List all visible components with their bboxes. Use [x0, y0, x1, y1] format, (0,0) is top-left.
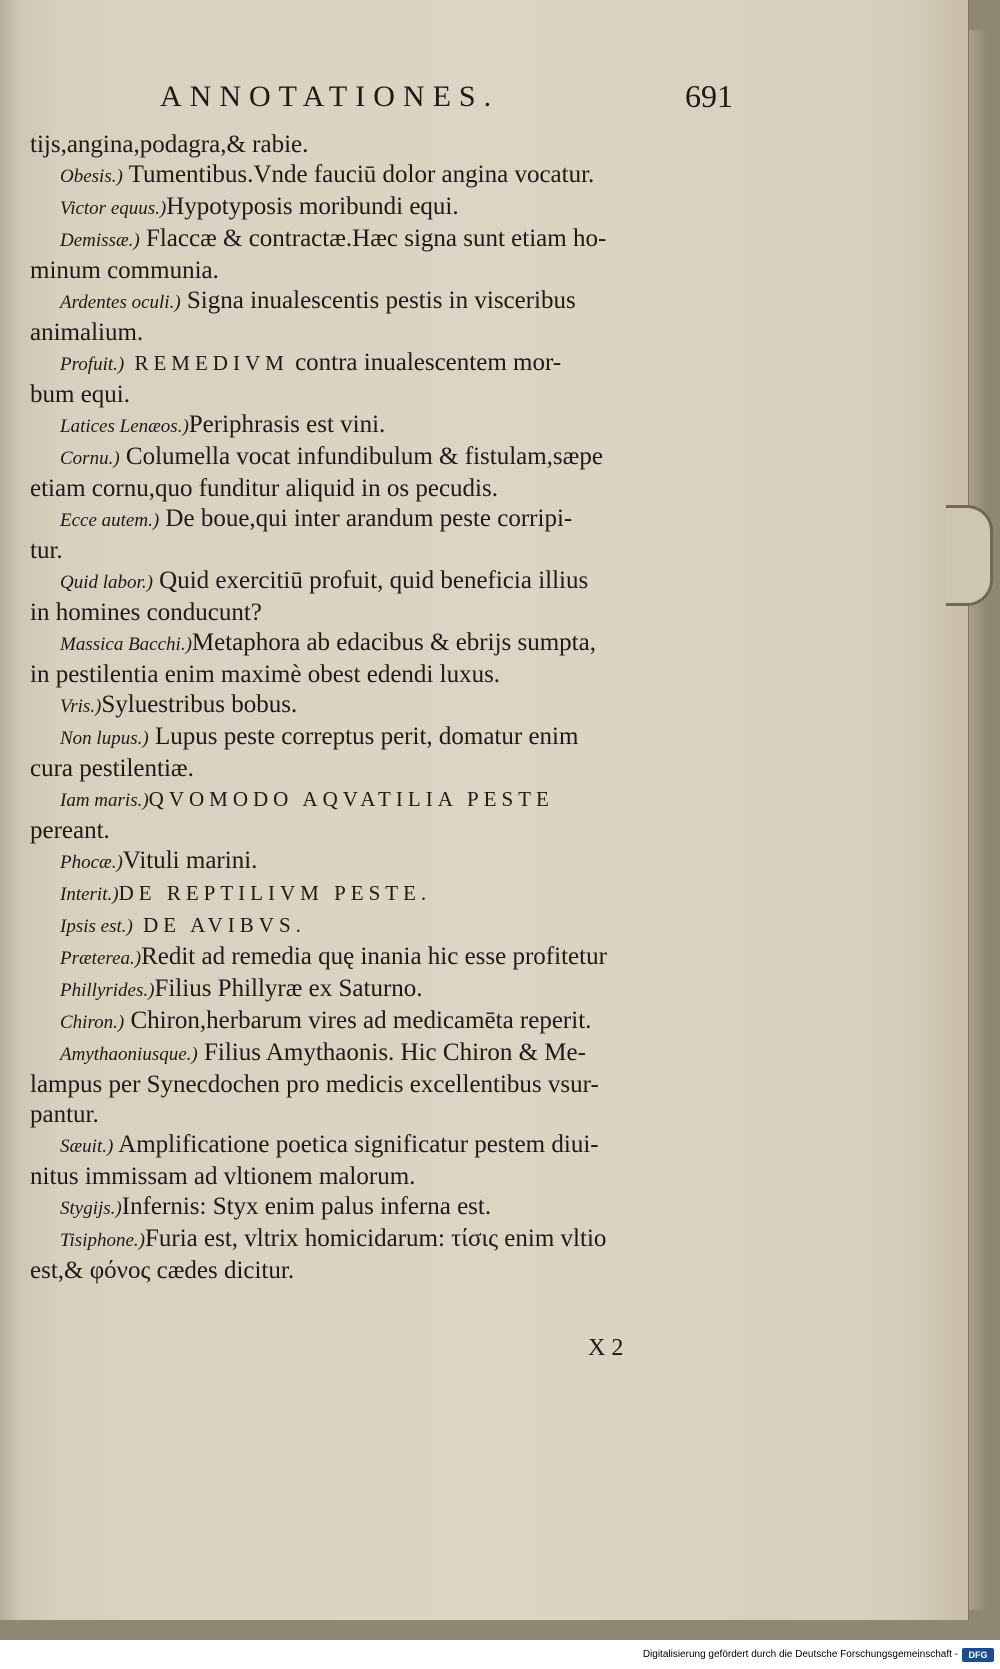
line-text: pantur. [30, 1101, 99, 1128]
text-line [30, 410, 775, 442]
text-line [30, 1070, 775, 1100]
text-line [30, 1162, 775, 1192]
line-text: Chiron,herbarum vires ad medicamēta reperit. [124, 1007, 592, 1034]
lemma: Demissæ.) [60, 230, 140, 251]
line-text: bum equi. [30, 381, 130, 408]
text-line [30, 1100, 775, 1130]
signature-mark: X 2 [588, 1335, 624, 1361]
text-line [30, 1130, 775, 1162]
text-line [30, 348, 775, 380]
line-text: in pestilentia enim maximè obest edendi luxus. [30, 661, 501, 688]
line-text: Filius Amythaonis. Hic Chiron & Me- [197, 1039, 586, 1066]
text-line [30, 1006, 775, 1038]
running-head: ANNOTATIONES. [160, 80, 500, 113]
line-text: in homines conducunt? [30, 599, 262, 626]
line-text: minum communia. [30, 257, 219, 284]
text-line [30, 318, 775, 348]
section-caps: DE REPTILIVM PESTE. [118, 881, 432, 905]
lemma: Vris.) [60, 696, 102, 717]
text-line [30, 846, 775, 878]
lemma: Interit.) [60, 884, 119, 905]
line-text: Amplificatione poetica significatur pestem diui- [113, 1131, 599, 1158]
page-clasp [946, 505, 993, 606]
annotation-lines [30, 130, 775, 1286]
line-text: De boue,qui inter arandum peste corripi- [159, 505, 573, 532]
text-line [30, 536, 775, 566]
text-block [30, 80, 775, 1286]
lemma: Iam maris.) [60, 790, 149, 811]
line-text: tijs,angina,podagra,& rabie. [30, 131, 309, 158]
section-caps: REMEDIVM [124, 351, 289, 375]
text-line [30, 286, 775, 318]
line-text: Redit ad remedia quę inania hic esse profitetur [141, 943, 607, 970]
lemma: Obesis.) [60, 166, 123, 187]
page-number: 691 [685, 78, 733, 114]
line-text: Flaccæ & contractæ.Hæc signa sunt etiam ho- [139, 225, 607, 252]
lemma: Cornu.) [60, 448, 120, 469]
line-text: Filius Phillyræ ex Saturno. [154, 975, 423, 1002]
text-line [30, 1256, 775, 1286]
lemma: Tisiphone.) [60, 1230, 145, 1251]
text-line [30, 878, 775, 910]
text-line [30, 380, 775, 410]
lemma: Phocæ.) [60, 852, 123, 873]
lemma: Latices Lenæos.) [60, 416, 189, 437]
line-text: Furia est, vltrix homicidarum: τίσις enim vltio [144, 1225, 607, 1252]
lemma: Ardentes oculi.) [60, 292, 181, 313]
section-caps: QVOMODO AQVATILIA PESTE [148, 787, 554, 811]
line-text: Hypotyposis moribundi equi. [166, 193, 459, 220]
lemma: Amythaoniusque.) [60, 1044, 198, 1065]
text-line [30, 192, 775, 224]
line-text: pereant. [30, 817, 110, 844]
lemma: Sæuit.) [60, 1136, 114, 1157]
lemma: Non lupus.) [60, 728, 149, 749]
line-text: Periphrasis est vini. [188, 411, 386, 438]
text-line [30, 722, 775, 754]
line-text: Tumentibus.Vnde fauciū dolor angina vocatur. [122, 161, 595, 188]
line-text: cura pestilentiæ. [30, 755, 194, 782]
text-line [30, 224, 775, 256]
lemma: Profuit.) [60, 354, 125, 375]
text-line [30, 754, 775, 784]
text-line [30, 690, 775, 722]
lemma: Chiron.) [60, 1012, 125, 1033]
text-line [30, 628, 775, 660]
footer-credit: Digitalisierung gefördert durch die Deutsche Forschungsgemeinschaft - [642, 1649, 958, 1660]
lemma: Ipsis est.) [60, 916, 133, 937]
line-text: Lupus peste correptus perit, domatur enim [148, 723, 579, 750]
line-text: Columella vocat infundibulum & fistulam,sæpe [119, 443, 603, 470]
line-text: animalium. [30, 319, 144, 346]
section-caps: DE AVIBVS. [132, 913, 306, 937]
lemma: Ecce autem.) [60, 510, 160, 531]
line-text: nitus immissam ad vltionem malorum. [30, 1163, 416, 1190]
lemma: Victor equus.) [60, 198, 167, 219]
text-line [30, 598, 775, 628]
text-line [30, 784, 775, 816]
line-text: Infernis: Styx enim palus inferna est. [121, 1193, 492, 1220]
text-line [30, 1038, 775, 1070]
text-line [30, 942, 775, 974]
digitization-footer [0, 1640, 1000, 1669]
text-line [30, 442, 775, 474]
line-text: est,& φόνος cædes dicitur. [30, 1257, 295, 1284]
text-line [30, 504, 775, 536]
line-text: tur. [30, 537, 63, 564]
text-line [30, 974, 775, 1006]
lemma: Massica Bacchi.) [60, 634, 192, 655]
text-line [30, 910, 775, 942]
lemma: Quid labor.) [60, 572, 153, 593]
lemma: Præterea.) [60, 948, 142, 969]
line-text: Quid exercitiū profuit, quid beneficia illius [152, 567, 589, 594]
text-line [30, 660, 775, 690]
text-line [30, 256, 775, 286]
text-line [30, 816, 775, 846]
line-text: Vituli marini. [122, 847, 258, 874]
text-line [30, 474, 775, 504]
line-text: Signa inualescentis pestis in visceribus [180, 287, 576, 314]
text-line [30, 566, 775, 598]
lemma: Phillyrides.) [60, 980, 155, 1001]
line-text: lampus per Synecdochen pro medicis excellentibus vsur- [30, 1071, 599, 1098]
lemma: Stygijs.) [60, 1198, 122, 1219]
text-line [30, 1192, 775, 1224]
line-text: Metaphora ab edacibus & ebrijs sumpta, [191, 629, 596, 656]
line-text: etiam cornu,quo funditur aliquid in os pecudis. [30, 475, 498, 502]
dfg-logo-icon: DFG [962, 1648, 994, 1662]
page-header [30, 80, 775, 130]
line-text: Syluestribus bobus. [101, 691, 298, 718]
text-line [30, 1224, 775, 1256]
text-line [30, 130, 775, 160]
line-text: contra inualescentem mor- [288, 349, 562, 376]
text-line [30, 160, 775, 192]
